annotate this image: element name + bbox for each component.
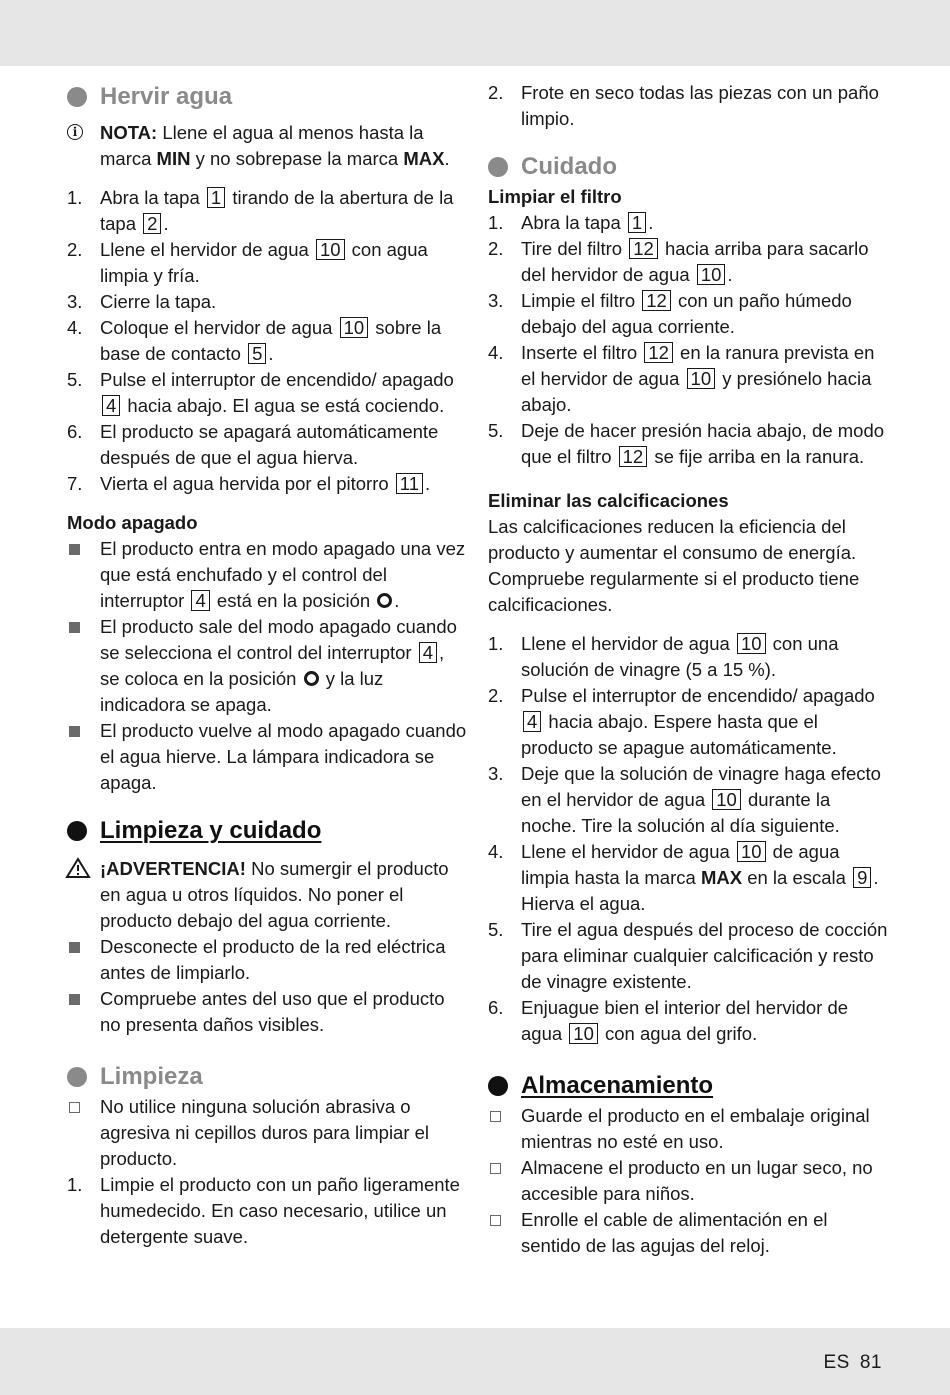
part-ref: 2 xyxy=(143,213,161,234)
part-ref: 5 xyxy=(248,343,266,364)
list-item: 1. Abra la tapa 1 . xyxy=(488,212,654,233)
list-item: 1. Abra la tapa 1 tirando de la abertura de la tapa 2 . xyxy=(67,187,454,234)
section-cuidado: Cuidado xyxy=(488,150,888,184)
note-block: i NOTA: Llene el agua al menos hasta la marca MIN y no sobrepase la marca MAX. xyxy=(67,120,467,172)
list-item: 4. Llene el hervidor de agua 10 de agua limpia hasta la marca MAX en la escala 9 . Hierva el agua. xyxy=(488,841,879,914)
list-item: 4. Coloque el hervidor de agua 10 sobre la base de contacto 5 . xyxy=(67,317,442,364)
list-item: Compruebe antes del uso que el producto no presenta daños visibles. xyxy=(67,986,467,1038)
list-item: 7. Vierta el agua hervida por el pitorro 11 . xyxy=(67,473,431,494)
list-item: Guarde el producto en el embalaje original mientras no esté en uso. xyxy=(488,1103,888,1155)
part-ref: 1 xyxy=(207,187,225,208)
list-item: 6. Enjuague bien el interior del hervidor de agua 10 con agua del grifo. xyxy=(488,997,849,1044)
bullet-dot-icon xyxy=(67,87,87,107)
footer-band xyxy=(0,1328,950,1395)
list-item: 6. El producto se apagará automáticamente después de que el agua hierva. xyxy=(67,421,439,468)
list-item: El producto vuelve al modo apagado cuando el agua hierve. La lámpara indicadora se apaga. xyxy=(67,718,467,796)
part-ref: 4 xyxy=(523,711,541,732)
open-square-bullet-icon xyxy=(490,1215,501,1226)
square-bullet-icon xyxy=(69,994,80,1005)
part-ref: 4 xyxy=(191,590,209,611)
list-item: 3. Deje que la solución de vinagre haga efecto en el hervidor de agua 10 durante la noche. Tire la solución al día siguiente. xyxy=(488,763,881,836)
section-limpieza-y-cuidado: Limpieza y cuidado xyxy=(67,814,467,848)
part-ref: 10 xyxy=(737,841,766,862)
list-item: 2. Tire del filtro 12 hacia arriba para sacarlo del hervidor de agua 10 . xyxy=(488,238,869,285)
part-ref: 10 xyxy=(340,317,369,338)
section-limpieza: Limpieza xyxy=(67,1060,467,1094)
header-band xyxy=(0,0,950,66)
list-item: 3. Cierre la tapa. xyxy=(67,291,217,312)
open-square-bullet-icon xyxy=(490,1111,501,1122)
page-footer xyxy=(814,1350,883,1376)
part-ref: 10 xyxy=(737,633,766,654)
bullet-dot-icon xyxy=(67,821,87,841)
calc-paragraph: Las calcificaciones reducen la eficiencia del producto y aumentar el consumo de energía. Compruebe regularmente si el producto tiene calcificaciones. xyxy=(488,516,860,615)
list-item: 4. Inserte el filtro 12 en la ranura prevista en el hervidor de agua 10 y presiónelo hacia abajo. xyxy=(488,342,875,415)
bullet-dot-icon xyxy=(488,157,508,177)
open-square-bullet-icon xyxy=(490,1163,501,1174)
warning-block: ¡ADVERTENCIA! No sumergir el producto en agua u otros líquidos. No poner el producto debajo del agua corriente. xyxy=(67,856,467,934)
part-ref: 1 xyxy=(628,212,646,233)
list-item: Desconecte el producto de la red eléctrica antes de limpiarlo. xyxy=(67,934,467,986)
left-column xyxy=(67,80,467,1250)
section-almacenamiento: Almacenamiento xyxy=(488,1069,888,1103)
list-item: Almacene el producto en un lugar seco, no accesible para niños. xyxy=(488,1155,888,1207)
bullet-dot-icon xyxy=(67,1067,87,1087)
part-ref: 11 xyxy=(396,473,423,494)
list-item: 2. Frote en seco todas las piezas con un paño limpio. xyxy=(488,82,879,129)
list-item: 2. Llene el hervidor de agua 10 con agua limpia y fría. xyxy=(67,239,428,286)
off-position-icon xyxy=(377,593,392,608)
warning-icon xyxy=(65,857,91,879)
subheading-modo-apagado: Modo apagado xyxy=(67,512,198,533)
part-ref: 4 xyxy=(102,395,120,416)
subheading-limpiar-filtro: Limpiar el filtro xyxy=(488,186,622,207)
part-ref: 12 xyxy=(629,238,658,259)
list-item: 1. Llene el hervidor de agua 10 con una solución de vinagre (5 a 15 %). xyxy=(488,633,839,680)
square-bullet-icon xyxy=(69,544,80,555)
info-icon: i xyxy=(67,124,83,140)
part-ref: 9 xyxy=(853,867,871,888)
part-ref: 12 xyxy=(642,290,671,311)
page-number: 81 xyxy=(859,1352,882,1373)
list-item: 5. Pulse el interruptor de encendido/ apagado 4 hacia abajo. El agua se está cociendo. xyxy=(67,369,454,416)
part-ref: 10 xyxy=(712,789,741,810)
list-item: 5. Deje de hacer presión hacia abajo, de modo que el filtro 12 se fije arriba en la ranura. xyxy=(488,420,885,467)
part-ref: 10 xyxy=(687,368,716,389)
square-bullet-icon xyxy=(69,726,80,737)
bullet-dot-icon xyxy=(488,1076,508,1096)
list-item: Enrolle el cable de alimentación en el sentido de las agujas del reloj. xyxy=(488,1207,888,1259)
square-bullet-icon xyxy=(69,942,80,953)
list-item: No utilice ninguna solución abrasiva o agresiva ni cepillos duros para limpiar el producto. xyxy=(67,1094,467,1172)
part-ref: 4 xyxy=(419,642,437,663)
square-bullet-icon xyxy=(69,622,80,633)
list-item: El producto entra en modo apagado una vez que está enchufado y el control del interruptor 4 está en la posición . xyxy=(67,536,467,614)
part-ref: 10 xyxy=(697,264,726,285)
list-item: 3. Limpie el filtro 12 con un paño húmedo debajo del agua corriente. xyxy=(488,290,852,337)
list-item: 2. Pulse el interruptor de encendido/ apagado 4 hacia abajo. Espere hasta que el producto se apague automáticamente. xyxy=(488,685,875,758)
subheading-calcificaciones: Eliminar las calcificaciones xyxy=(488,490,729,511)
right-column xyxy=(488,80,888,1259)
off-position-icon xyxy=(304,671,319,686)
list-item: 1. Limpie el producto con un paño ligeramente humedecido. En caso necesario, utilice un detergente suave. xyxy=(67,1174,460,1247)
list-item: El producto sale del modo apagado cuando se selecciona el control del interruptor 4 , se coloca en la posición y la luz indicadora se apaga. xyxy=(67,614,467,718)
part-ref: 10 xyxy=(316,239,345,260)
part-ref: 12 xyxy=(644,342,673,363)
part-ref: 10 xyxy=(569,1023,598,1044)
open-square-bullet-icon xyxy=(69,1102,80,1113)
language-code: ES xyxy=(823,1352,850,1373)
section-hervir-agua: Hervir agua xyxy=(67,80,467,114)
list-item: 5. Tire el agua después del proceso de cocción para eliminar cualquier calcificación y resto de vinagre existente. xyxy=(488,919,888,992)
part-ref: 12 xyxy=(619,446,648,467)
